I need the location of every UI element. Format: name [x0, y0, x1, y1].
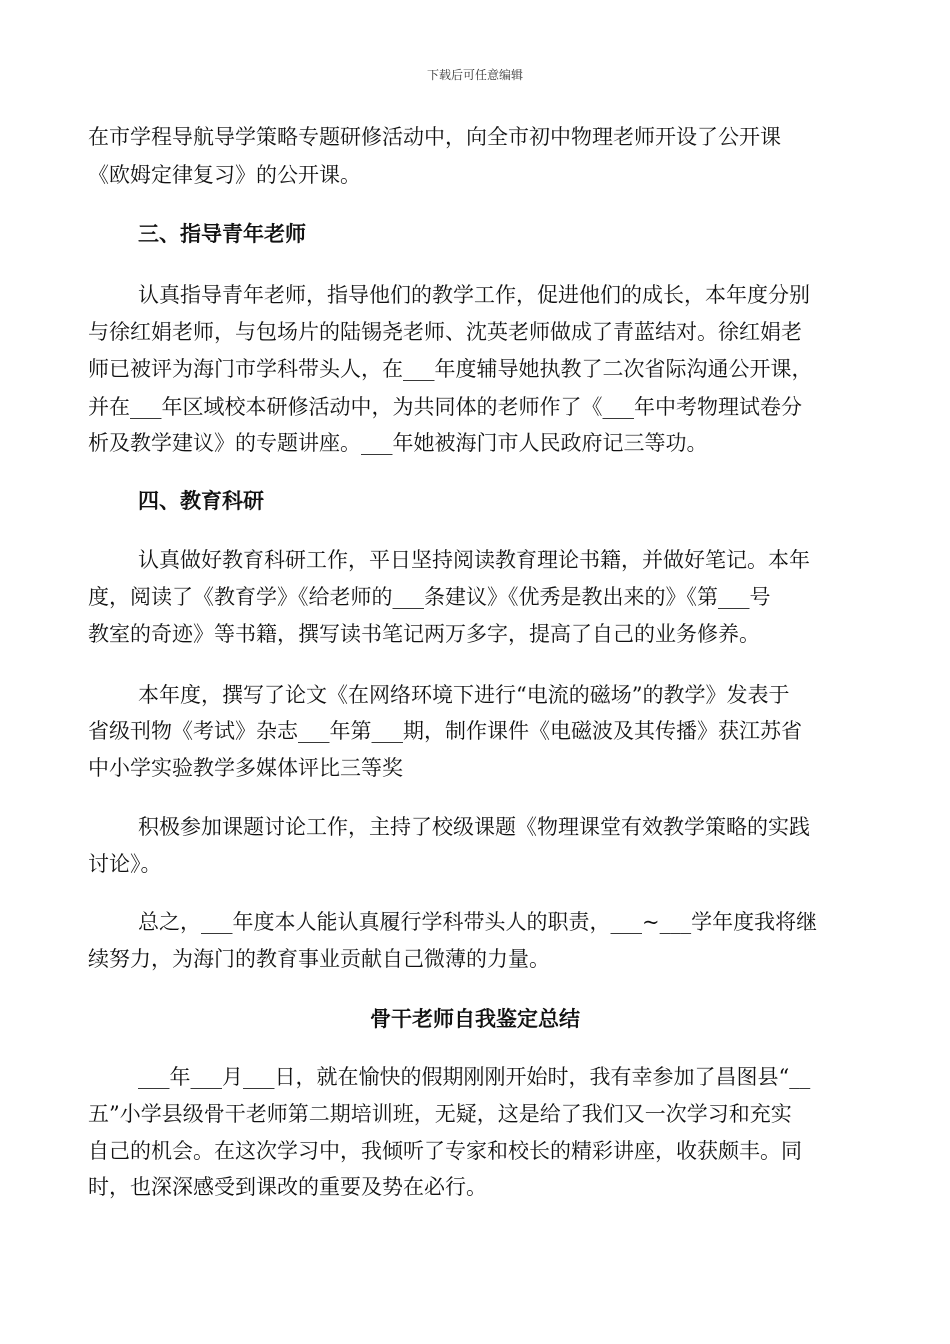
body-line: 并在___年区域校本研修活动中，为共同体的老师作了《___年中考物理试卷分 [88, 395, 802, 419]
body-line: 积极参加课题讨论工作，主持了校级课题《物理课堂有效教学策略的实践 [138, 815, 810, 839]
header-note: 下载后可任意编辑 [426, 68, 523, 82]
body-line: 本年度，撰写了论文《在网络环境下进行“电流的磁场”的教学》发表于 [138, 683, 790, 707]
body-line: 教室的奇迹》等书籍，撰写读书笔记两万多字，提高了自己的业务修养。 [88, 622, 760, 646]
body-line: 析及教学建议》的专题讲座。___年她被海门市人民政府记三等功。 [88, 431, 708, 455]
body-line: 度，阅读了《教育学》《给老师的___条建议》《优秀是教出来的》《第___号 [88, 585, 771, 609]
body-line: 在市学程导航导学策略专题研修活动中，向全市初中物理老师开设了公开课 [88, 125, 781, 149]
section-title: 骨干老师自我鉴定总结 [370, 1006, 580, 1031]
body-line: 自己的机会。在这次学习中，我倾听了专家和校长的精彩讲座，收获颇丰。同 [88, 1139, 802, 1163]
body-line: 认真指导青年老师，指导他们的教学工作，促进他们的成长，本年度分别 [138, 283, 810, 307]
section-heading: 三、指导青年老师 [138, 221, 306, 246]
body-line: 与徐红娟老师，与包场片的陆锡尧老师、沈英老师做成了青蓝结对。徐红娟老 [88, 320, 802, 344]
body-line: 续努力，为海门的教育事业贡献自己微薄的力量。 [88, 947, 550, 971]
body-line: 《欧姆定律复习》的公开课。 [88, 163, 361, 187]
section-heading: 四、教育科研 [138, 488, 264, 513]
body-line: 讨论》。 [88, 852, 162, 876]
body-line: 省级刊物《考试》杂志___年第___期，制作课件《电磁波及其传播》获江苏省 [88, 719, 802, 743]
body-line: 时，也深深感受到课改的重要及势在必行。 [88, 1175, 487, 1199]
body-line: 认真做好教育科研工作，平日坚持阅读教育理论书籍，并做好笔记。本年 [138, 548, 810, 572]
body-line: ___年___月___日，就在愉快的假期刚刚开始时，我有幸参加了昌图县“__ [138, 1065, 811, 1089]
body-line: 师已被评为海门市学科带头人，在___年度辅导她执教了二次省际沟通公开课， [88, 357, 813, 381]
body-line: 五”小学县级骨干老师第二期培训班，无疑，这是给了我们又一次学习和充实 [88, 1102, 792, 1126]
body-line: 中小学实验教学多媒体评比三等奖 [88, 756, 403, 780]
body-line: 总之，___年度本人能认真履行学科带头人的职责，___~___学年度我将继 [138, 910, 818, 934]
